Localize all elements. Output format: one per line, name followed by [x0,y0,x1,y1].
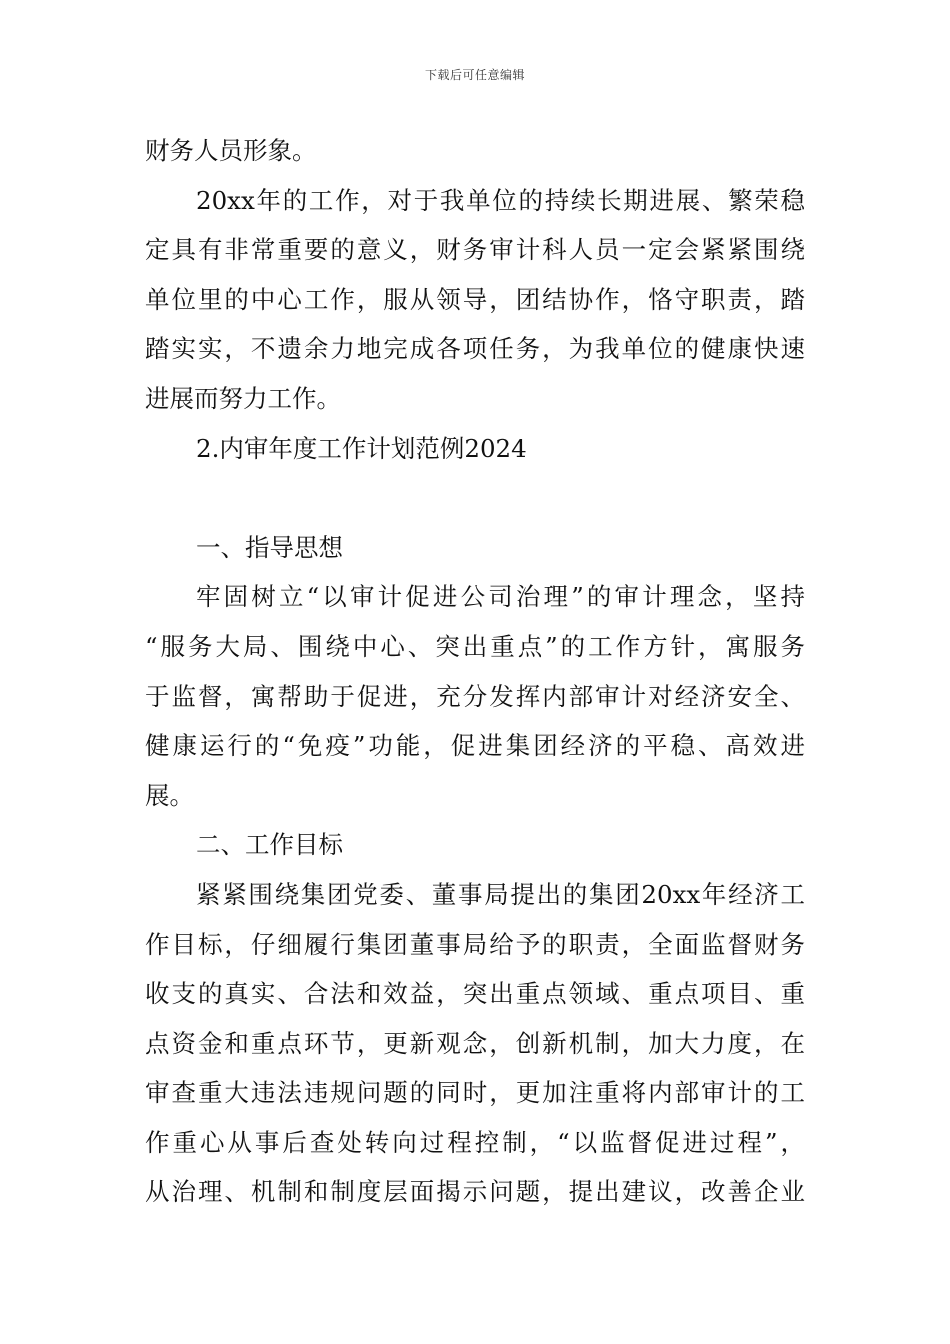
text-line: 踏实实，不遗余力地完成各项任务，为我单位的健康快速 [145,334,805,364]
text-line: 作目标，仔细履行集团董事局给予的职责，全面监督财务 [145,929,805,959]
heading-work-goals: 二、工作目标 [196,830,343,860]
paragraph-start-line: 紧紧围绕集团党委、董事局提出的集团20xx年经济工 [196,879,805,909]
text-line: 进展而努力工作。 [145,383,341,413]
document-body [145,126,805,1217]
text-line: 定具有非常重要的意义，财务审计科人员一定会紧紧围绕 [145,235,805,265]
text-line: 单位里的中心工作，服从领导，团结协作，恪守职责，踏 [145,284,805,314]
text-line: 于监督，寓帮助于促进，充分发挥内部审计对经济安全、 [145,681,805,711]
text-line: 展。 [145,780,194,810]
text-line: 审查重大违法违规问题的同时，更加注重将内部审计的工 [145,1078,805,1108]
text-line: 作重心从事后查处转向过程控制，“以监督促进过程”， [145,1127,805,1157]
text-line: 财务人员形象。 [145,136,317,165]
text-line: 健康运行的“免疫”功能，促进集团经济的平稳、高效进 [145,731,805,761]
text-line: 点资金和重点环节，更新观念，创新机制，加大力度，在 [145,1028,805,1058]
section-title: 2.内审年度工作计划范例2024 [196,433,527,463]
text-line: 收支的真实、合法和效益，突出重点领域、重点项目、重 [145,979,805,1009]
text-line: “服务大局、围绕中心、突出重点”的工作方针，寓服务 [145,631,805,661]
blank-line [145,473,805,523]
heading-guiding-ideology: 一、指导思想 [196,532,343,562]
paragraph-start-line: 牢固树立“以审计促进公司治理”的审计理念，坚持 [196,582,805,612]
page-header: 下载后可任意编辑 [424,68,525,82]
paragraph-start-line: 20xx年的工作，对于我单位的持续长期进展、繁荣稳 [196,185,805,215]
text-line: 从治理、机制和制度层面揭示问题，提出建议，改善企业 [145,1177,805,1207]
